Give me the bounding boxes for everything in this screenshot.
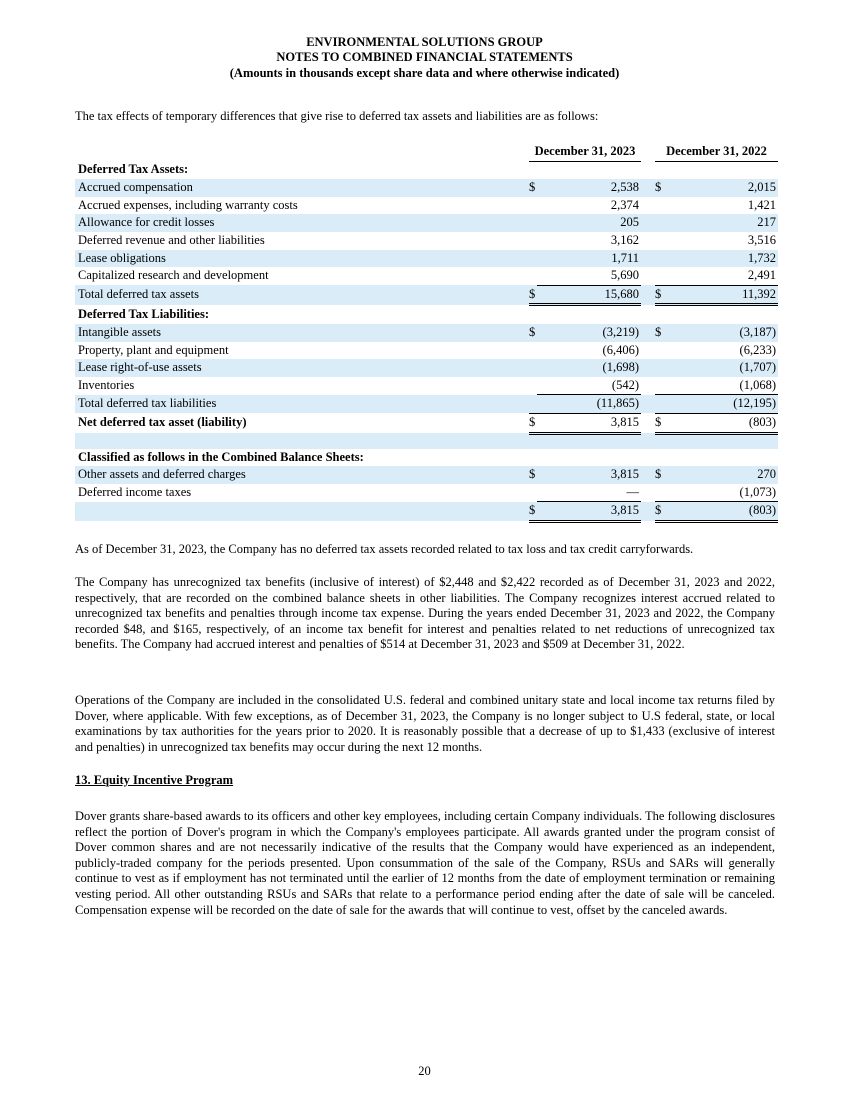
table-row: Intangible assets $ (3,219) $ (3,187): [75, 324, 778, 342]
table-intro: The tax effects of temporary differences that give rise to deferred tax assets and liabilities are as follows:: [75, 109, 599, 123]
col-header-2022: December 31, 2022: [655, 143, 778, 161]
paragraph-unrecognized-benefits: The Company has unrecognized tax benefits (inclusive of interest) of $2,448 and $2,422 recorded as of December 31, 2023 and 2022, respectively, that are recorded on the combined balance sheets in other liabilities. The Company recognizes interest accrued related to unrecognized tax benefits and penalties through income tax expense. During the years ended December 31, 2023 and 2022, the Company recorded $48, and $165, respectively, of an income tax benefit for interest and penalties related to net reductions of unrecognized tax benefits. The Company had accrued interest and penalties of $514 at December 31, 2023 and $509 at December 31, 2022.: [75, 575, 775, 652]
table-header-row: [75, 143, 778, 161]
table-row: Capitalized research and development 5,690 2,491: [75, 267, 778, 285]
table-row: Deferred income taxes — (1,073): [75, 484, 778, 502]
table-row: Allowance for credit losses 205 217: [75, 214, 778, 232]
document-subtitle: (Amounts in thousands except share data and where otherwise indicated): [229, 66, 620, 80]
paragraph-equity-incentive: Dover grants share-based awards to its officers and other key employees, including certain Company individuals. The following disclosures reflect the portion of Dover's program in which the Company's employees participate. All awards granted under the program consist of Dover common shares and are not necessarily indicative of the results that the Company would have experienced as an independent, publicly-traded company for the periods presented. Upon consummation of the sale of the Company, RSUs and SARs will generally continue to vest as if employment has not terminated until the earlier of 12 months from the date of employment termination or remaining vesting period. All other outstanding RSUs and SARs that relate to a performance period ending after the date of sale will be canceled. Compensation expense will be recorded on the date of sale for the awards that will continue to vest, offset by the canceled awards.: [75, 809, 775, 917]
table-row: Other assets and deferred charges $ 3,815 $ 270: [75, 466, 778, 484]
deferred-tax-table: [75, 143, 778, 523]
col-header-2023: December 31, 2023: [529, 143, 641, 161]
classification-total-row: $ 3,815 $ (803): [75, 502, 778, 522]
table-row: Property, plant and equipment (6,406) (6,233): [78, 342, 776, 357]
document-title: NOTES TO COMBINED FINANCIAL STATEMENTS: [276, 50, 573, 64]
table-row: Accrued expenses, including warranty costs 2,374 1,421: [78, 197, 776, 212]
liabilities-heading: Deferred Tax Liabilities:: [78, 306, 210, 321]
table-row: Inventories (542) (1,068): [75, 377, 778, 395]
total-assets-row: Total deferred tax assets $ 15,680 $ 11,392: [75, 285, 778, 305]
paragraph-carryforwards: As of December 31, 2023, the Company has no deferred tax assets recorded related to tax loss and tax credit carryforwards.: [75, 542, 694, 556]
table-row: Lease right-of-use assets (1,698) (1,707): [75, 359, 778, 377]
assets-heading: Deferred Tax Assets:: [78, 162, 189, 177]
total-liabilities-row: Total deferred tax liabilities (11,865) (12,195): [75, 395, 778, 414]
net-deferred-row: Net deferred tax asset (liability) $ 3,815 $ (803): [75, 413, 778, 433]
section-title: 13. Equity Incentive Program: [75, 773, 234, 787]
table-row: Accrued compensation $ 2,538 $ 2,015: [75, 179, 778, 197]
table-row: Deferred revenue and other liabilities 3,162 3,516: [78, 232, 776, 247]
classification-heading: Classified as follows in the Combined Balance Sheets:: [78, 449, 364, 464]
table-row: Lease obligations 1,711 1,732: [75, 250, 778, 268]
paragraph-operations: Operations of the Company are included in the consolidated U.S. federal and combined unitary state and local income tax returns filed by Dover, where applicable. With few exceptions, as of December 31, 2023, the Company is no longer subject to U.S federal, state, or local examinations by tax authorities for the years prior to 2020. It is reasonably possible that a decrease of up to $1,433 (exclusive of interest and penalties) in unrecognized tax benefits may occur during the next 12 months.: [75, 693, 775, 754]
page-number: 20: [418, 1064, 431, 1078]
company-name: ENVIRONMENTAL SOLUTIONS GROUP: [306, 35, 543, 49]
